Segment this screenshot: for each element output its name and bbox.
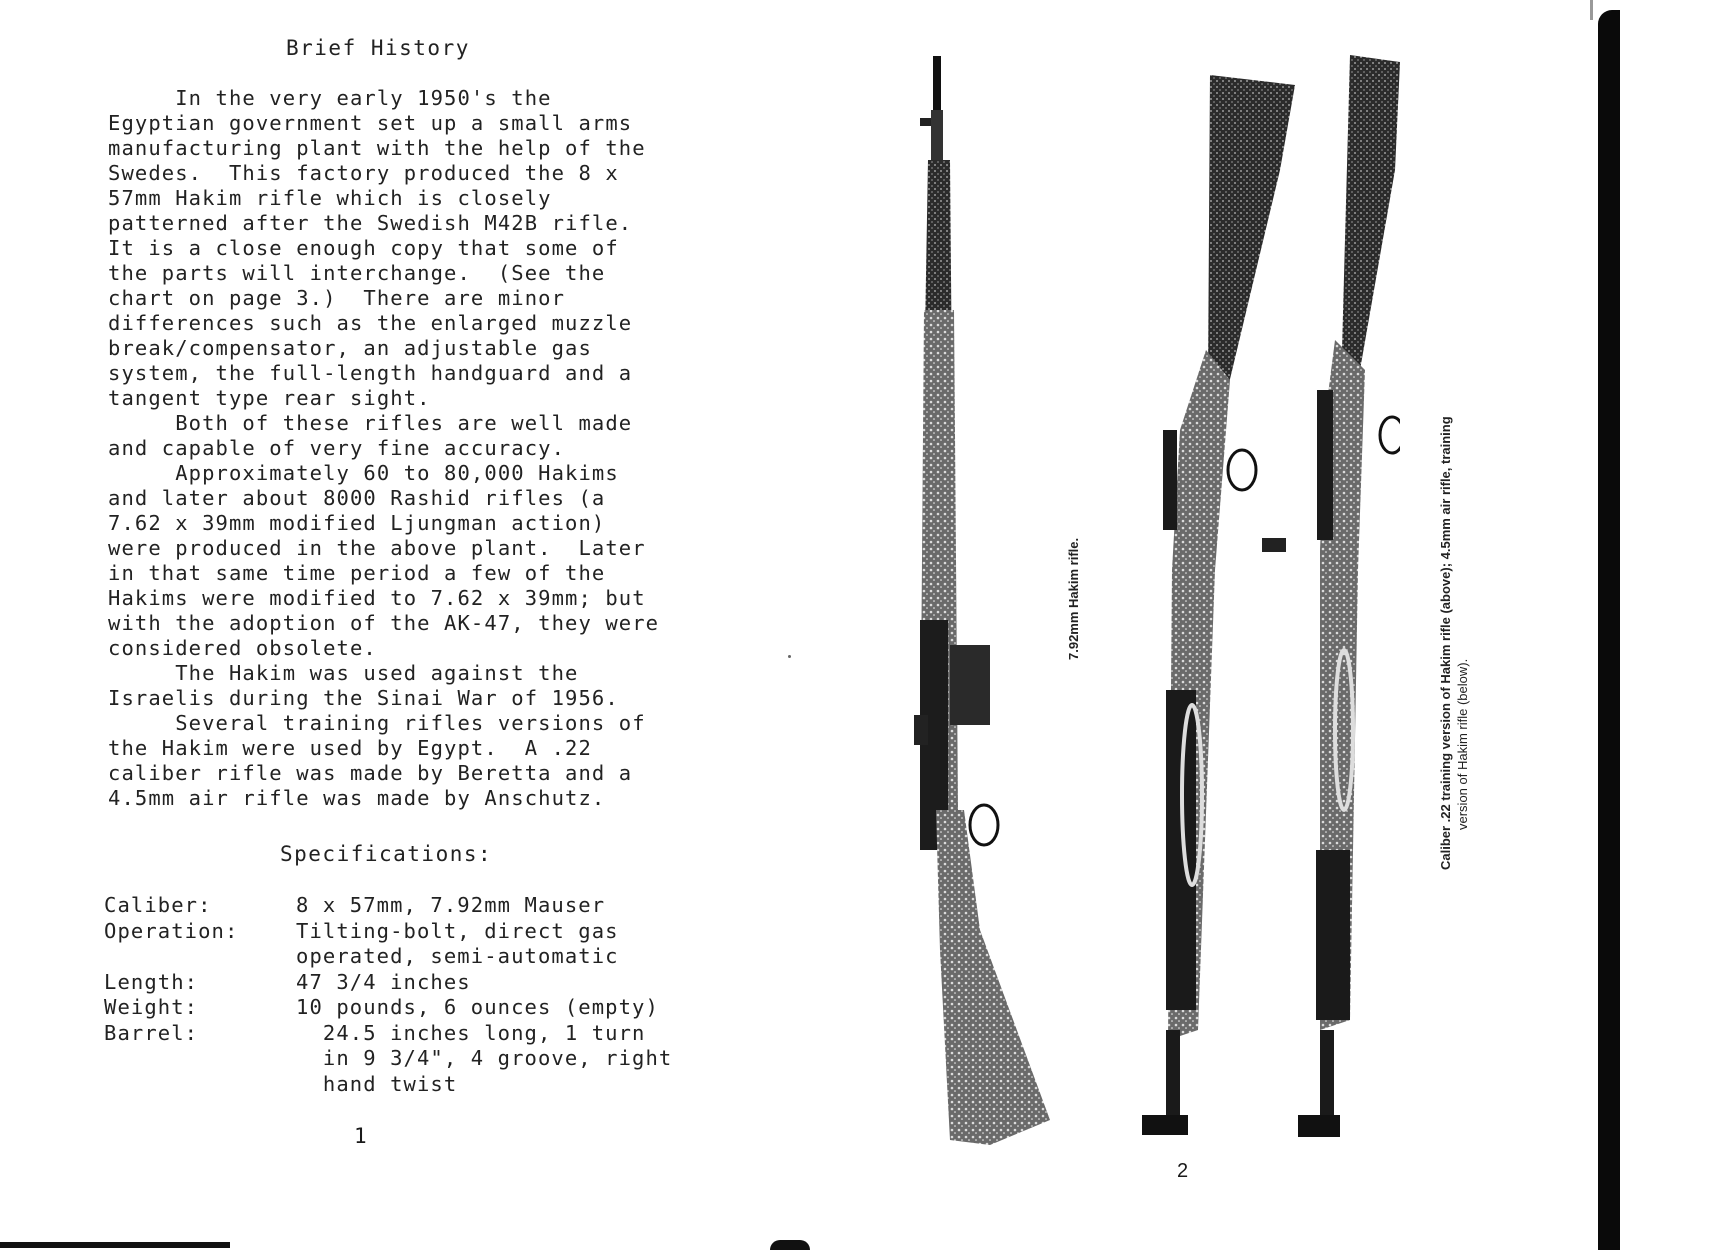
page-number-1: 1 bbox=[354, 1124, 367, 1148]
spec-value: Tilting-bolt, direct gas operated, semi-automatic bbox=[296, 918, 619, 968]
training-rifle-22-image bbox=[1142, 75, 1295, 1135]
hakim-rifle-caption: 7.92mm Hakim rifle. bbox=[1066, 537, 1081, 660]
page-edge-shadow bbox=[1598, 10, 1620, 1250]
spec-value: 8 x 57mm, 7.92mm Mauser bbox=[296, 893, 606, 917]
spec-row-barrel bbox=[104, 1021, 744, 1098]
training-rifle-caption-line-1: Caliber .22 training version of Hakim rifle (above); 4.5mm air rifle, training bbox=[1438, 416, 1453, 870]
left-page bbox=[0, 0, 780, 1250]
spec-value: 10 pounds, 6 ounces (empty) bbox=[296, 995, 659, 1019]
history-heading: Brief History bbox=[286, 36, 470, 60]
spec-row-operation bbox=[104, 919, 744, 970]
rifle-photographs bbox=[880, 50, 1400, 1160]
specifications-heading: Specifications: bbox=[280, 842, 493, 866]
history-paragraph-5: Several training rifles versions of the Hakim were used by Egypt. A .22 caliber rifle was made by Beretta and a 4.5mm air rifle was made by Anschutz. bbox=[108, 711, 646, 810]
spec-row-weight bbox=[104, 995, 744, 1021]
spec-label: Length: bbox=[104, 969, 199, 994]
history-paragraph-1: In the very early 1950's the Egyptian government set up a small arms manufacturing plant with the help of the Swedes. This factory produced the 8 x 57mm Hakim rifle which is closely patterned after the Swedish M42B rifle. It is a close enough copy that some of the parts will interchange. (See the chart on page 3.) There are minor differences such as the enlarged muzzle break/compensator, an adjustable gas system, the full-length handguard and a tangent type rear sight. bbox=[108, 86, 646, 410]
spec-label: Weight: bbox=[104, 995, 199, 1019]
bottom-gutter-mark bbox=[770, 1240, 810, 1250]
history-paragraph-3: Approximately 60 to 80,000 Hakims and later about 8000 Rashid rifles (a 7.62 x 39mm modified Ljungman action) were produced in the above plant. Later in that same time period a few of the Hakims were modified to 7.62 x 39mm; but with the adoption of the AK-47, they were considered obsolete. bbox=[108, 461, 660, 660]
air-rifle-image bbox=[1298, 55, 1400, 1137]
spec-label: Barrel: bbox=[104, 1020, 199, 1045]
spec-value: 47 3/4 inches bbox=[296, 969, 471, 994]
spec-label: Caliber: bbox=[104, 893, 212, 917]
binding-edge-mark bbox=[1590, 0, 1593, 20]
specifications-table bbox=[104, 893, 744, 1097]
history-paragraph-4: The Hakim was used against the Israelis during the Sinai War of 1956. bbox=[108, 661, 619, 710]
spec-label: Operation: bbox=[104, 918, 239, 943]
spec-row-length bbox=[104, 970, 744, 996]
training-rifle-caption-line-2: version of Hakim rifle (below). bbox=[1455, 658, 1470, 830]
spec-value: 24.5 inches long, 1 turn in 9 3/4", 4 groove, right hand twist bbox=[322, 1020, 673, 1096]
history-paragraph-2: Both of these rifles are well made and capable of very fine accuracy. bbox=[108, 411, 633, 460]
hakim-rifle-image bbox=[914, 56, 1050, 1145]
bottom-edge-shadow bbox=[0, 1242, 230, 1248]
spec-row-caliber bbox=[104, 893, 744, 919]
speck bbox=[788, 655, 791, 658]
page-number-2: 2 bbox=[1177, 1160, 1189, 1182]
